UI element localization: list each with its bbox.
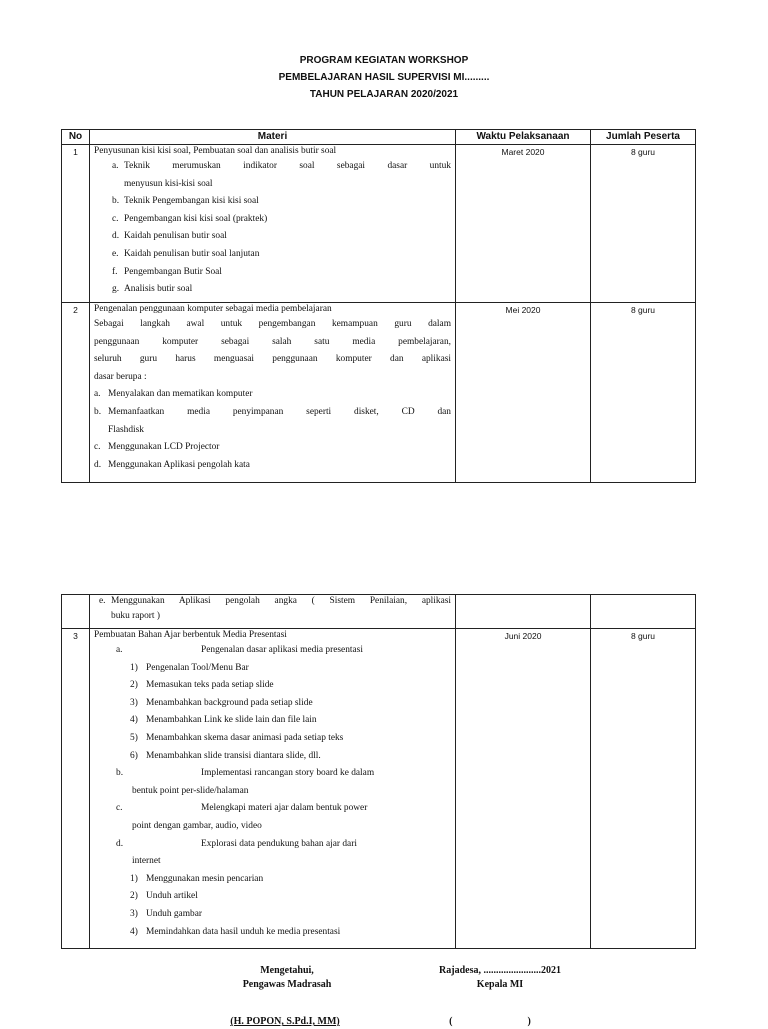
sub-item: 4) Menambahkan Link ke slide lain dan file lain	[130, 715, 317, 726]
list-item: d. Menggunakan Aplikasi pengolah kata	[94, 459, 250, 470]
list-item: d. Explorasi data pendukung bahan ajar dari	[116, 838, 357, 849]
row-number: 2	[62, 303, 90, 483]
list-item: b. Implementasi rancangan story board ke dalam	[116, 768, 375, 779]
sub-item: 1) Menggunakan mesin pencarian	[130, 873, 264, 884]
materi-cell	[90, 145, 456, 303]
list-item: a. Menyalakan dan mematikan komputer	[94, 389, 253, 400]
list-item: b. Memanfaatkan media penyimpanan seperti disket, CD dan	[94, 406, 451, 417]
list-item-cont: bentuk point per-slide/halaman	[132, 785, 249, 796]
list-item-cont: point dengan gambar, audio, video	[132, 820, 262, 831]
col-header-no: No	[62, 130, 90, 145]
sub-item: 1) Pengenalan Tool/Menu Bar	[130, 662, 249, 673]
table-row	[62, 629, 696, 949]
program-table-part1	[61, 129, 696, 483]
table-row	[62, 595, 696, 629]
signature-left	[212, 964, 362, 992]
signature-right-line2: Kepala MI	[476, 979, 524, 990]
list-item: b. Teknik Pengembangan kisi kisi soal	[112, 196, 259, 207]
row-number: 3	[62, 629, 90, 949]
doc-title-line1: PROGRAM KEGIATAN WORKSHOP	[299, 55, 469, 66]
sub-item: 4) Memindahkan data hasil unduh ke media presentasi	[130, 926, 341, 937]
waktu-cell: Maret 2020	[456, 145, 591, 303]
signature-right	[420, 964, 580, 992]
signature-left-line2: Pengawas Madrasah	[242, 979, 332, 990]
materi-title: Pengenalan penggunaan komputer sebagai media pembelajaran	[94, 304, 332, 314]
signature-left-line1: Mengetahui,	[260, 965, 314, 976]
waktu-cell: Juni 2020	[456, 629, 591, 949]
list-item: e. Menggunakan Aplikasi pengolah angka ( Sistem Penilaian, aplikasi	[99, 596, 451, 606]
sub-item: 2) Unduh artikel	[130, 891, 198, 902]
signature-right-line1: Rajadesa, .......................2021	[439, 965, 561, 976]
table-row	[62, 145, 696, 303]
list-item: a. Pengenalan dasar aplikasi media presentasi	[116, 645, 363, 655]
materi-cell	[90, 595, 456, 629]
sub-item: 3) Menambahkan background pada setiap slide	[130, 697, 313, 708]
list-item: a. Teknik merumuskan indikator soal sebagai dasar untuk	[112, 161, 451, 171]
table-row	[62, 303, 696, 483]
col-header-jumlah: Jumlah Peserta	[591, 130, 696, 145]
list-item: c. Menggunakan LCD Projector	[94, 442, 220, 453]
signature-left-name: (H. POPON, S.Pd.I, MM)	[230, 1016, 340, 1027]
materi-title: Pembuatan Bahan Ajar berbentuk Media Presentasi	[94, 630, 287, 640]
col-header-waktu: Waktu Pelaksanaan	[456, 130, 591, 145]
peserta-cell: 8 guru	[591, 145, 696, 303]
table-header-row	[62, 130, 696, 145]
list-item-cont: menyusun kisi-kisi soal	[124, 178, 213, 189]
paragraph-line: dasar berupa :	[94, 371, 147, 382]
sub-item: 3) Unduh gambar	[130, 908, 202, 919]
materi-cell	[90, 629, 456, 949]
row-number: 1	[62, 145, 90, 303]
materi-title: Penyusunan kisi kisi soal, Pembuatan soal dan analisis butir soal	[94, 146, 337, 156]
list-item-cont: buku raport )	[111, 611, 160, 621]
doc-title-line3: TAHUN PELAJARAN 2020/2021	[309, 89, 459, 100]
sub-item: 6) Menambahkan slide transisi diantara slide, dll.	[130, 750, 321, 761]
col-header-materi: Materi	[90, 130, 456, 145]
waktu-cell: Mei 2020	[456, 303, 591, 483]
signature-right-name: ( )	[449, 1016, 531, 1027]
list-item: e. Kaidah penulisan butir soal lanjutan	[112, 248, 260, 259]
list-item: c. Pengembangan kisi kisi soal (praktek)	[112, 213, 268, 224]
paragraph-line: penggunaan komputer sebagai salah satu media pembelajaran,	[94, 336, 451, 347]
paragraph-line: seluruh guru harus menguasai penggunaan komputer dan aplikasi	[94, 354, 451, 365]
paragraph-line: Sebagai langkah awal untuk pengembangan kemampuan guru dalam	[94, 319, 451, 329]
program-table-part2	[61, 594, 696, 949]
materi-cell	[90, 303, 456, 483]
peserta-cell: 8 guru	[591, 629, 696, 949]
list-item: f. Pengembangan Butir Soal	[112, 266, 222, 277]
peserta-cell: 8 guru	[591, 303, 696, 483]
list-item: d. Kaidah penulisan butir soal	[112, 231, 227, 242]
list-item: g. Analisis butir soal	[112, 284, 193, 295]
doc-title-line2: PEMBELAJARAN HASIL SUPERVISI MI.........	[278, 72, 490, 83]
sub-item: 2) Memasukan teks pada setiap slide	[130, 680, 274, 691]
list-item-cont: internet	[132, 856, 161, 867]
sub-item: 5) Menambahkan skema dasar animasi pada setiap teks	[130, 732, 344, 743]
list-item: c. Melengkapi materi ajar dalam bentuk power	[116, 803, 368, 814]
list-item-cont: Flashdisk	[108, 424, 144, 435]
